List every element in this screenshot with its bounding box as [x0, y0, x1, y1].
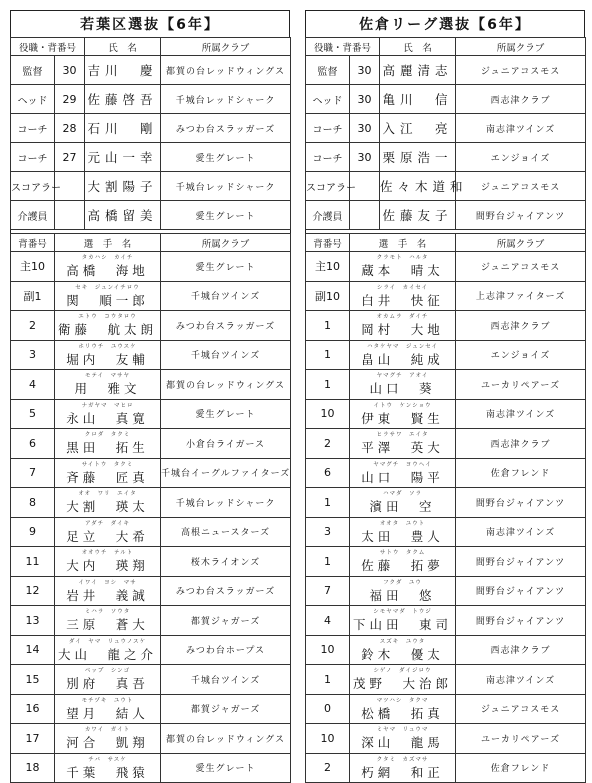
player-name: 下山田 東司: [353, 617, 453, 633]
player-club: みつわ台スラッガーズ: [161, 311, 291, 341]
player-furigana: オオタ ユウト: [379, 520, 426, 527]
player-name-cell: [350, 517, 456, 547]
player-name-cell: [55, 281, 161, 311]
player-furigana: フクダ ユウ: [383, 579, 422, 586]
player-number: 11: [11, 547, 55, 577]
player-club: 小倉台ライガース: [161, 429, 291, 459]
player-club: みつわ台スラッガーズ: [161, 576, 291, 606]
player-name-cell: [55, 340, 161, 370]
staff-name: 高麗清志: [380, 56, 456, 85]
player-club: 千城台レッドシャーク: [161, 488, 291, 518]
player-name-cell: [350, 458, 456, 488]
player-name: 岩井 義誠: [66, 587, 149, 603]
player-name-cell: [55, 488, 161, 518]
staff-name: 入江 亮: [380, 114, 456, 143]
player-row: [11, 694, 291, 724]
player-furigana: イトウ ケンショウ: [373, 402, 432, 409]
staff-role: 監督: [11, 56, 55, 85]
player-club: 千城台ツインズ: [161, 665, 291, 695]
player-club: 佐倉フレンド: [456, 458, 586, 488]
player-row: [306, 517, 586, 547]
player-club: 都賀ジャガーズ: [161, 606, 291, 636]
staff-name: 石川 剛: [85, 114, 161, 143]
player-row: [306, 724, 586, 754]
staff-role: 介護員: [11, 201, 55, 230]
player-furigana: セキ ジュンイチロウ: [75, 284, 140, 291]
player-name: 白井 快征: [361, 292, 444, 308]
staff-club: 南志津ツインズ: [456, 114, 586, 143]
player-club: 南志津ツインズ: [456, 399, 586, 429]
staff-row: [306, 201, 586, 230]
player-name: 堀内 友輔: [66, 351, 149, 367]
header-role: 役職・背番号: [306, 38, 380, 56]
player-number: 3: [306, 517, 350, 547]
player-row: [11, 665, 291, 695]
player-club: ジュニアコスモス: [456, 694, 586, 724]
player-furigana: タカハシ カイチ: [81, 255, 134, 261]
player-number: 副1: [11, 281, 55, 311]
player-number: 18: [11, 753, 55, 783]
staff-name: 元山一幸: [85, 143, 161, 172]
player-name: 関 順一郎: [66, 292, 149, 308]
player-number: 10: [306, 399, 350, 429]
player-number: 1: [306, 488, 350, 518]
player-furigana: シゲノ ダイジロウ: [373, 668, 432, 674]
player-club: 都賀の台レッドウィングス: [161, 370, 291, 400]
player-number: 3: [11, 340, 55, 370]
player-row: [11, 281, 291, 311]
player-name-cell: [350, 576, 456, 606]
player-furigana: クロダ タクミ: [84, 432, 131, 438]
player-club: 南志津ツインズ: [456, 517, 586, 547]
staff-role: ヘッド: [11, 85, 55, 114]
player-name: 佐藤 拓夢: [361, 558, 444, 574]
player-row: [306, 311, 586, 341]
player-name-cell: [55, 399, 161, 429]
player-club: 愛生グレート: [161, 252, 291, 282]
player-name: 朽網 和正: [361, 764, 444, 780]
player-furigana: サトウ タクム: [379, 550, 426, 556]
player-number: 0: [306, 694, 350, 724]
player-name-cell: [350, 399, 456, 429]
player-number: 2: [11, 311, 55, 341]
staff-name: 亀川 信: [380, 85, 456, 114]
player-furigana: ミハラ ソウタ: [84, 609, 131, 615]
staff-club: 千城台レッドシャーク: [161, 85, 291, 114]
player-name-cell: [350, 252, 456, 282]
player-club: 間野台ジャイアンツ: [456, 606, 586, 636]
player-name: 斉藤 匠真: [66, 469, 149, 485]
player-name: 望月 結人: [66, 705, 149, 721]
player-row: [306, 429, 586, 459]
player-header-row: [11, 234, 291, 252]
staff-club: エンジョイズ: [456, 143, 586, 172]
player-club: 愛生グレート: [161, 399, 291, 429]
header-number: 背番号: [306, 234, 350, 252]
player-name: 福田 悠: [369, 587, 436, 603]
player-club: 都賀の台レッドウィングス: [161, 724, 291, 754]
player-name: 蔵本 晴太: [361, 263, 444, 279]
staff-number: 30: [350, 85, 380, 114]
staff-row: [11, 172, 291, 201]
player-club: 西志津クラブ: [456, 311, 586, 341]
player-furigana: ヒラサワ エイタ: [376, 432, 429, 438]
player-furigana: ベップ シンゴ: [84, 668, 131, 674]
player-club: 佐倉フレンド: [456, 753, 586, 783]
player-number: 1: [306, 340, 350, 370]
staff-club: みつわ台スラッガーズ: [161, 114, 291, 143]
header-player: 選 手 名: [55, 234, 161, 252]
player-club: エンジョイズ: [456, 340, 586, 370]
player-number: 主10: [306, 252, 350, 282]
player-furigana: ヤマグチ アオイ: [376, 373, 429, 379]
player-club: 西志津クラブ: [456, 429, 586, 459]
player-club: 間野台ジャイアンツ: [456, 576, 586, 606]
player-name-cell: [55, 458, 161, 488]
player-row: [11, 606, 291, 636]
player-name: 永山 真寛: [66, 410, 149, 426]
player-number: 1: [306, 311, 350, 341]
player-furigana: スズキ ユウタ: [379, 638, 426, 645]
player-name: 松橋 拓真: [361, 705, 444, 721]
player-number: 7: [306, 576, 350, 606]
staff-number: 30: [55, 56, 85, 85]
player-furigana: ハタケヤマ ジュンセイ: [366, 343, 439, 350]
player-name: 衛藤 航太朗: [58, 322, 158, 338]
player-furigana: イワイ ヨシ マサ: [78, 579, 137, 586]
staff-row: [11, 56, 291, 85]
player-furigana: オオ ワリ エイタ: [78, 491, 137, 497]
player-name-cell: [55, 694, 161, 724]
staff-row: [306, 114, 586, 143]
staff-number: 28: [55, 114, 85, 143]
player-row: [11, 370, 291, 400]
player-number: 12: [11, 576, 55, 606]
player-name-cell: [55, 370, 161, 400]
player-club: 南志津ツインズ: [456, 665, 586, 695]
header-name: 氏 名: [85, 38, 161, 56]
player-name-cell: [350, 606, 456, 636]
player-number: 1: [306, 547, 350, 577]
player-club: ジュニアコスモス: [456, 252, 586, 282]
player-header-row: [306, 234, 586, 252]
staff-role: コーチ: [11, 114, 55, 143]
player-club: 千城台ツインズ: [161, 281, 291, 311]
player-number: 10: [306, 635, 350, 665]
player-row: [11, 517, 291, 547]
player-name-cell: [55, 311, 161, 341]
player-number: 7: [11, 458, 55, 488]
left-team-panel: [10, 10, 290, 783]
staff-row: [11, 143, 291, 172]
player-name-cell: [55, 252, 161, 282]
player-name-cell: [55, 635, 161, 665]
player-name: 高橋 海地: [66, 263, 149, 279]
staff-club: 西志津クラブ: [456, 85, 586, 114]
staff-row: [11, 114, 291, 143]
player-name-cell: [55, 517, 161, 547]
staff-name: 吉川 慶: [85, 56, 161, 85]
player-number: 4: [11, 370, 55, 400]
player-furigana: チバ サスケ: [88, 756, 127, 763]
player-row: [11, 252, 291, 282]
player-name: 大割 瑛太: [66, 499, 149, 515]
player-row: [306, 753, 586, 783]
staff-role: スコアラー: [11, 172, 55, 201]
player-number: 2: [306, 753, 350, 783]
player-row: [306, 635, 586, 665]
player-name: 山口 陽平: [361, 469, 444, 485]
header-club: 所属クラブ: [456, 38, 586, 56]
staff-role: スコアラー: [306, 172, 350, 201]
player-club: 高根ニュースターズ: [161, 517, 291, 547]
player-name-cell: [350, 370, 456, 400]
player-row: [11, 488, 291, 518]
staff-role: コーチ: [11, 143, 55, 172]
header-role: 役職・背番号: [11, 38, 85, 56]
player-name: 山口 葵: [369, 381, 436, 397]
player-furigana: ヤマグチ ヨウヘイ: [373, 461, 432, 468]
player-club: 愛生グレート: [161, 753, 291, 783]
staff-row: [306, 172, 586, 201]
player-furigana: カワイ ガイト: [84, 727, 131, 733]
player-name-cell: [350, 281, 456, 311]
player-name-cell: [350, 635, 456, 665]
player-furigana: ミヤマ リュウマ: [376, 727, 429, 733]
staff-name: 高橋留美: [85, 201, 161, 230]
staff-role: ヘッド: [306, 85, 350, 114]
player-row: [11, 547, 291, 577]
header-club: 所属クラブ: [161, 38, 291, 56]
player-number: 1: [306, 370, 350, 400]
roster-table: [305, 37, 586, 783]
player-name-cell: [55, 753, 161, 783]
player-number: 主10: [11, 252, 55, 282]
player-row: [306, 547, 586, 577]
player-number: 14: [11, 635, 55, 665]
player-row: [306, 252, 586, 282]
player-row: [306, 370, 586, 400]
staff-club: 間野台ジャイアンツ: [456, 201, 586, 230]
player-name-cell: [55, 606, 161, 636]
player-row: [11, 724, 291, 754]
staff-header-row: [11, 38, 291, 56]
player-name-cell: [55, 724, 161, 754]
player-number: 13: [11, 606, 55, 636]
staff-number: 29: [55, 85, 85, 114]
player-name: 畠山 純成: [361, 351, 444, 367]
player-row: [306, 399, 586, 429]
player-name-cell: [350, 724, 456, 754]
player-name-cell: [55, 429, 161, 459]
player-club: 間野台ジャイアンツ: [456, 547, 586, 577]
staff-number: [350, 201, 380, 230]
player-row: [306, 576, 586, 606]
staff-row: [306, 56, 586, 85]
player-row: [11, 458, 291, 488]
player-name: 伊東 賢生: [361, 410, 444, 426]
player-club: 千城台イーグルファイターズ: [161, 458, 291, 488]
player-number: 9: [11, 517, 55, 547]
player-name: 茂野 大治郎: [353, 676, 453, 692]
player-number: 4: [306, 606, 350, 636]
player-name: 平澤 英大: [361, 440, 444, 456]
player-row: [306, 665, 586, 695]
player-club: みつわ台ホープス: [161, 635, 291, 665]
player-number: 2: [306, 429, 350, 459]
staff-name: 佐藤友子: [380, 201, 456, 230]
player-name: 大山 龍之介: [58, 646, 158, 662]
player-name-cell: [55, 547, 161, 577]
player-name-cell: [350, 429, 456, 459]
player-name: 鈴木 優太: [361, 646, 444, 662]
staff-name: 佐々木道和: [380, 172, 456, 201]
player-furigana: シモヤマダ トウジ: [373, 609, 432, 615]
roster-table: [10, 37, 291, 783]
staff-name: 栗原浩一: [380, 143, 456, 172]
player-number: 17: [11, 724, 55, 754]
staff-row: [11, 85, 291, 114]
player-furigana: ハマダ ソラ: [383, 491, 423, 497]
player-row: [11, 311, 291, 341]
player-row: [306, 694, 586, 724]
player-club: 間野台ジャイアンツ: [456, 488, 586, 518]
staff-club: ジュニアコスモス: [456, 172, 586, 201]
player-furigana: マツハシ タクマ: [376, 697, 429, 704]
player-name: 大内 瑛翔: [66, 558, 149, 574]
header-player: 選 手 名: [350, 234, 456, 252]
staff-club: ジュニアコスモス: [456, 56, 586, 85]
player-furigana: オカムラ ダイチ: [376, 314, 429, 320]
staff-row: [306, 143, 586, 172]
player-name: 河合 凱翔: [66, 735, 149, 751]
player-row: [11, 340, 291, 370]
player-furigana: シライ カイセイ: [376, 284, 429, 291]
player-club: 桜木ライオンズ: [161, 547, 291, 577]
player-name: 千葉 飛猿: [66, 764, 149, 780]
staff-row: [306, 85, 586, 114]
player-number: 10: [306, 724, 350, 754]
player-furigana: ナガヤマ マヒロ: [81, 402, 134, 409]
player-row: [306, 340, 586, 370]
player-row: [306, 606, 586, 636]
player-name-cell: [350, 753, 456, 783]
staff-role: 介護員: [306, 201, 350, 230]
staff-role: 監督: [306, 56, 350, 85]
player-name: 深山 龍馬: [361, 735, 444, 751]
player-row: [11, 576, 291, 606]
player-number: 6: [306, 458, 350, 488]
header-name: 氏 名: [380, 38, 456, 56]
player-row: [11, 399, 291, 429]
player-name-cell: [350, 694, 456, 724]
staff-header-row: [306, 38, 586, 56]
player-furigana: ダイ ヤマ リュウノスケ: [68, 638, 147, 645]
player-number: 8: [11, 488, 55, 518]
header-club: 所属クラブ: [161, 234, 291, 252]
team-title: 若葉区選抜【6年】: [10, 10, 290, 37]
player-name-cell: [350, 488, 456, 518]
player-name: 用 雅文: [74, 381, 141, 397]
player-furigana: クタミ カズマサ: [376, 756, 429, 763]
player-furigana: モテイ マサヤ: [84, 373, 131, 379]
staff-number: 27: [55, 143, 85, 172]
player-name: 足立 大希: [66, 528, 149, 544]
player-club: 千城台ツインズ: [161, 340, 291, 370]
player-name-cell: [350, 311, 456, 341]
staff-role: コーチ: [306, 114, 350, 143]
player-name: 三原 蒼大: [66, 617, 149, 633]
player-row: [306, 281, 586, 311]
staff-number: 30: [350, 56, 380, 85]
staff-club: 愛生グレート: [161, 143, 291, 172]
player-club: 西志津クラブ: [456, 635, 586, 665]
player-name-cell: [350, 340, 456, 370]
player-name: 別府 真吾: [66, 676, 149, 692]
player-row: [306, 488, 586, 518]
staff-name: 大割陽子: [85, 172, 161, 201]
player-furigana: アダチ ダイキ: [85, 520, 131, 527]
player-furigana: クラモト ハルタ: [376, 255, 429, 261]
player-club: 上志津ファイターズ: [456, 281, 586, 311]
player-furigana: エトウ コウタロウ: [78, 314, 137, 320]
staff-number: [55, 201, 85, 230]
player-name-cell: [350, 547, 456, 577]
player-name-cell: [55, 665, 161, 695]
header-club: 所属クラブ: [456, 234, 586, 252]
staff-number: 30: [350, 143, 380, 172]
team-title: 佐倉リーグ選抜【6年】: [305, 10, 585, 37]
staff-name: 佐藤啓吾: [85, 85, 161, 114]
player-club: 都賀ジャガーズ: [161, 694, 291, 724]
player-row: [11, 429, 291, 459]
player-furigana: オオウチ テルト: [81, 550, 134, 556]
player-row: [11, 753, 291, 783]
player-number: 副10: [306, 281, 350, 311]
player-name: 黒田 拓生: [66, 440, 149, 456]
player-name-cell: [350, 665, 456, 695]
staff-club: 愛生グレート: [161, 201, 291, 230]
player-club: ユーカリペアーズ: [456, 724, 586, 754]
staff-club: 千城台レッドシャーク: [161, 172, 291, 201]
player-number: 1: [306, 665, 350, 695]
player-number: 15: [11, 665, 55, 695]
staff-number: 30: [350, 114, 380, 143]
player-number: 5: [11, 399, 55, 429]
player-club: ユーカリペアーズ: [456, 370, 586, 400]
staff-row: [11, 201, 291, 230]
staff-club: 都賀の台レッドウィングス: [161, 56, 291, 85]
player-furigana: サイトウ タクミ: [81, 461, 134, 468]
player-name-cell: [55, 576, 161, 606]
player-name: 濱田 空: [369, 499, 436, 515]
right-team-panel: [305, 10, 585, 783]
staff-role: コーチ: [306, 143, 350, 172]
player-name: 太田 豊人: [361, 528, 444, 544]
player-number: 16: [11, 694, 55, 724]
header-number: 背番号: [11, 234, 55, 252]
player-furigana: ホリウチ ユウスケ: [78, 343, 137, 350]
player-furigana: モチヅキ ユウト: [81, 697, 134, 704]
player-row: [306, 458, 586, 488]
player-number: 6: [11, 429, 55, 459]
player-row: [11, 635, 291, 665]
player-name: 岡村 大地: [361, 322, 444, 338]
